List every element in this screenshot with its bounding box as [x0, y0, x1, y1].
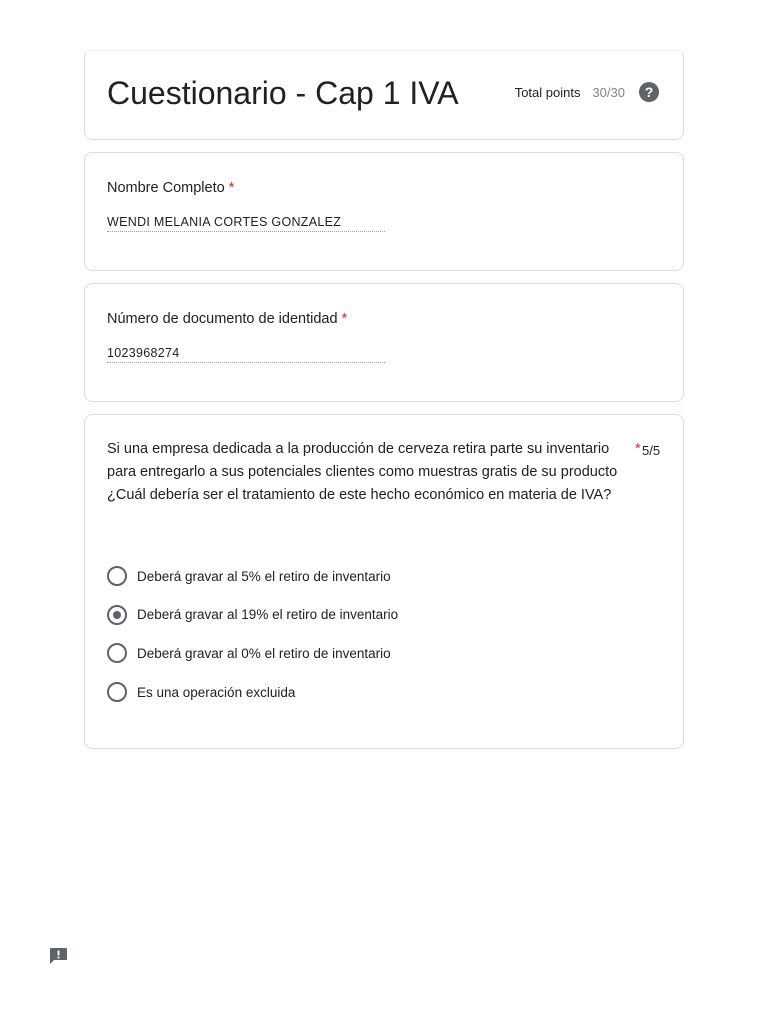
radio-option-label: Deberá gravar al 0% el retiro de inventario: [137, 645, 391, 661]
form-title: Cuestionario - Cap 1 IVA: [107, 75, 459, 111]
radio-option-label: Es una operación excluida: [137, 684, 296, 700]
answer-text: 1023968274: [107, 346, 385, 363]
question-label-text: Número de documento de identidad: [107, 311, 338, 327]
radio-group: [107, 566, 398, 721]
question-card-name: [84, 152, 684, 271]
radio-option-label: Deberá gravar al 19% el retiro de inventario: [137, 607, 399, 623]
radio-button[interactable]: [107, 643, 127, 663]
question-label: [107, 309, 347, 329]
required-asterisk: *: [228, 180, 235, 196]
radio-option-label: Deberá gravar al 5% el retiro de inventario: [137, 568, 391, 584]
report-feedback-icon[interactable]: [49, 947, 68, 965]
question-card-document: [84, 283, 684, 402]
required-asterisk: *: [635, 441, 641, 457]
radio-option[interactable]: [107, 643, 398, 663]
question-card-iva: [84, 414, 684, 749]
question-text: Si una empresa dedicada a la producción de cerveza retira parte su inventario para entregarlo a sus potenciales clientes como muestras gratis de su producto ¿Cuál debería ser el tratamiento de este hecho económico en materia de IVA?: [107, 441, 618, 503]
help-icon[interactable]: ?: [639, 82, 659, 102]
total-points-label: Total points: [514, 84, 581, 100]
radio-option[interactable]: [107, 682, 398, 702]
radio-option[interactable]: [107, 566, 398, 586]
question-label: [107, 178, 234, 198]
radio-option[interactable]: [107, 605, 398, 625]
required-asterisk: *: [341, 311, 348, 327]
form-header-card: [84, 50, 684, 140]
radio-button-selected[interactable]: [107, 605, 127, 625]
total-points-value: 30/30: [592, 84, 625, 100]
total-points: [515, 81, 659, 103]
radio-button[interactable]: [107, 566, 127, 586]
answer-text: WENDI MELANIA CORTES GONZALEZ: [107, 215, 385, 232]
question-label-text: Nombre Completo: [107, 180, 225, 196]
radio-button[interactable]: [107, 682, 127, 702]
question-score: 5/5: [642, 443, 661, 458]
